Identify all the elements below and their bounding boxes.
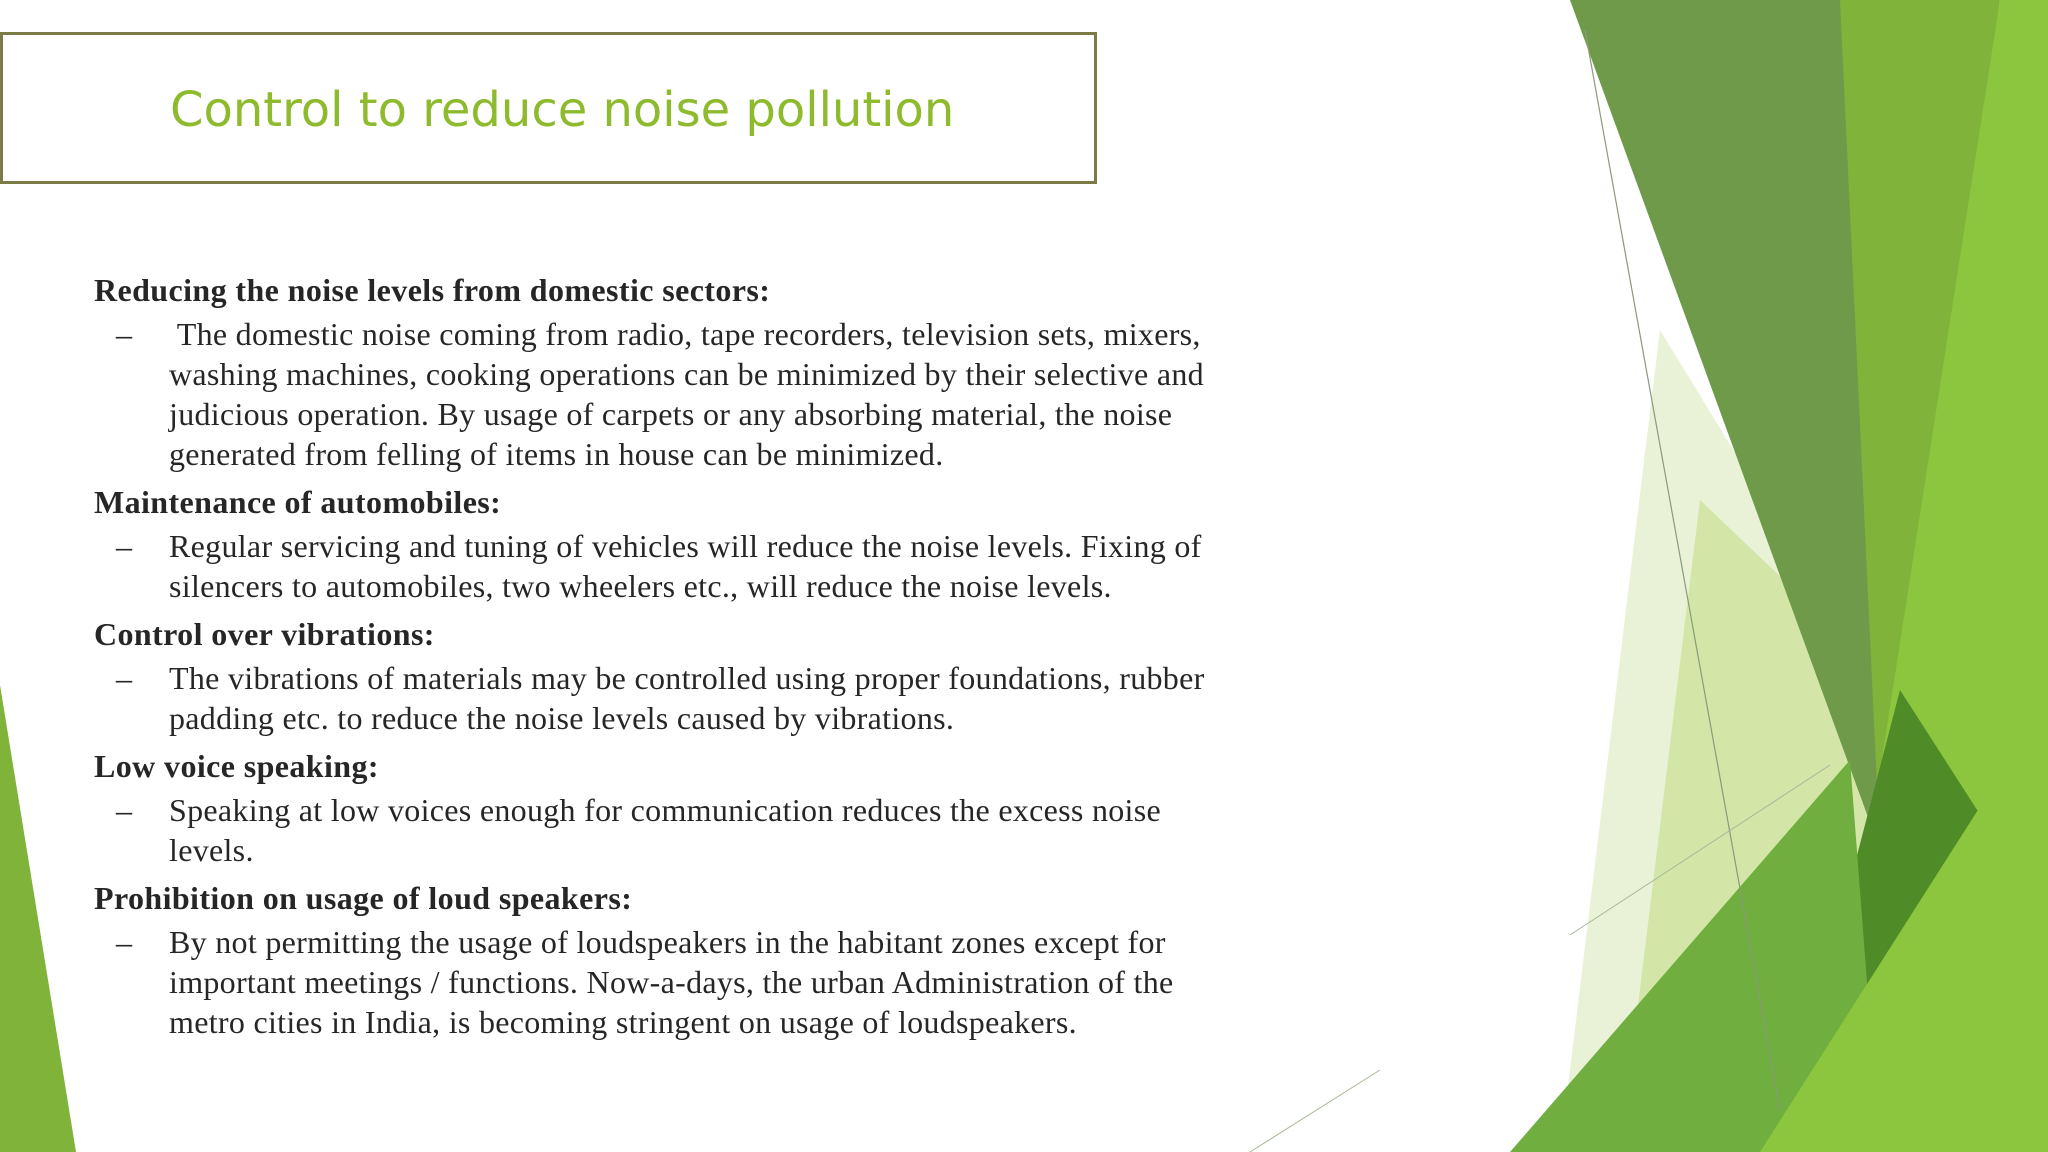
- section-heading: Reducing the noise levels from domestic sectors:: [94, 272, 771, 308]
- section-heading: Control over vibrations:: [94, 616, 435, 652]
- bullet-line: generated from felling of items in house can be minimized.: [169, 436, 944, 472]
- bullet-line: The domestic noise coming from radio, tape recorders, television sets, mixers,: [169, 316, 1201, 352]
- section-vibrations: [94, 614, 1594, 738]
- section-automobiles: [94, 482, 1594, 606]
- section-heading: Maintenance of automobiles:: [94, 484, 502, 520]
- bullet-line: The vibrations of materials may be controlled using proper foundations, rubber: [169, 660, 1205, 696]
- bullet-dash: –: [116, 316, 132, 352]
- bullet-line: washing machines, cooking operations can be minimized by their selective and: [169, 356, 1204, 392]
- bullet-item: [94, 922, 1594, 1042]
- bullet-item: [94, 790, 1594, 870]
- bullet-item: [94, 658, 1594, 738]
- bullet-dash: –: [116, 660, 132, 696]
- bullet-line: By not permitting the usage of loudspeakers in the habitant zones except for: [169, 924, 1166, 960]
- bullet-line: important meetings / functions. Now-a-days, the urban Administration of the: [169, 964, 1174, 1000]
- bullet-dash: –: [116, 792, 132, 828]
- slide-title: Control to reduce noise pollution: [170, 82, 955, 138]
- bullet-line: silencers to automobiles, two wheelers etc., will reduce the noise levels.: [169, 568, 1112, 604]
- section-domestic: [94, 270, 1594, 474]
- bullet-dash: –: [116, 924, 132, 960]
- bullet-item: [94, 526, 1594, 606]
- bullet-line: padding etc. to reduce the noise levels caused by vibrations.: [169, 700, 955, 736]
- bullet-dash: –: [116, 528, 132, 564]
- section-heading: Prohibition on usage of loud speakers:: [94, 880, 633, 916]
- bullet-item: [94, 314, 1594, 474]
- bullet-line: levels.: [169, 832, 254, 868]
- bullet-line: metro cities in India, is becoming stringent on usage of loudspeakers.: [169, 1004, 1077, 1040]
- bullet-line: judicious operation. By usage of carpets or any absorbing material, the noise: [169, 396, 1173, 432]
- section-heading: Low voice speaking:: [94, 748, 379, 784]
- content-body: [94, 270, 1594, 1050]
- section-loudspeakers: [94, 878, 1594, 1042]
- bullet-line: Speaking at low voices enough for communication reduces the excess noise: [169, 792, 1161, 828]
- bullet-line: Regular servicing and tuning of vehicles will reduce the noise levels. Fixing of: [169, 528, 1202, 564]
- section-low-voice: [94, 746, 1594, 870]
- left-accent-shape: [0, 685, 76, 1152]
- thin-line-3: [1250, 1070, 1380, 1152]
